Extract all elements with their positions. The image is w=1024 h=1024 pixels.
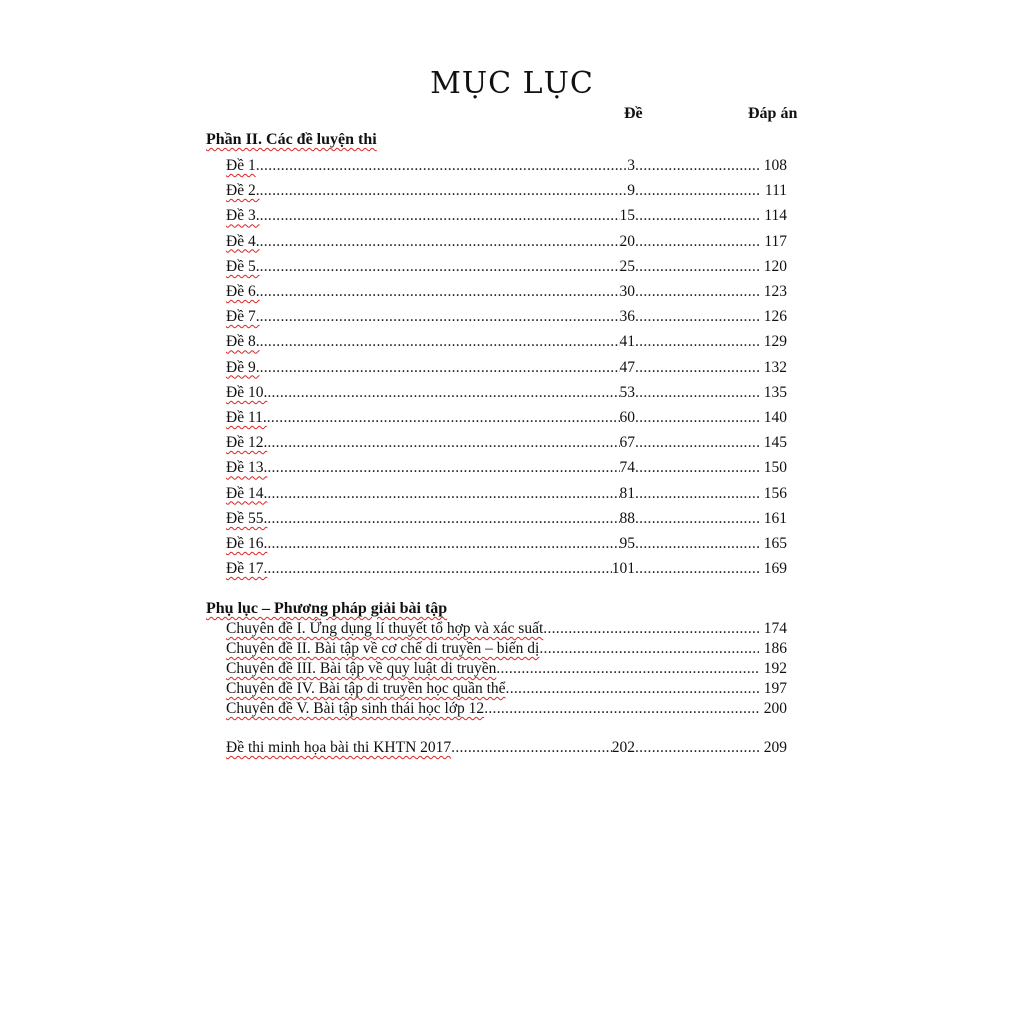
dot-leader xyxy=(635,535,759,553)
toc-entry-answer-page: 150 xyxy=(763,459,787,477)
dot-leader xyxy=(267,409,620,427)
toc-entry-de-page: 81 xyxy=(619,484,635,502)
dot-leader xyxy=(260,233,620,251)
dot-leader xyxy=(635,157,759,175)
dot-leader xyxy=(635,207,759,225)
dot-leader xyxy=(635,409,759,427)
toc-entry-label: Chuyên đề IV. Bài tập di truyền học quần thể xyxy=(226,680,506,697)
toc-entry-answer-page: 145 xyxy=(763,434,787,452)
toc-row[interactable] xyxy=(226,434,787,452)
toc-entry-answer-page: 117 xyxy=(764,232,787,250)
dot-leader xyxy=(267,384,619,402)
toc-entry-label: Đề thi minh họa bài thi KHTN 2017 xyxy=(226,739,452,756)
column-header-dap-an: Đáp án xyxy=(748,105,798,122)
toc-entry-answer-page: 114 xyxy=(764,207,787,225)
toc-entry-answer-page: 161 xyxy=(763,509,787,527)
toc-row[interactable] xyxy=(226,333,787,351)
dot-leader xyxy=(267,510,619,528)
toc-row[interactable] xyxy=(226,182,787,200)
toc-row[interactable] xyxy=(226,640,787,658)
toc-entry-page: 192 xyxy=(763,660,787,677)
dot-leader xyxy=(260,308,620,326)
dot-leader xyxy=(539,640,759,658)
toc-entry-page: 200 xyxy=(763,700,787,717)
toc-entry-label: Đề 3. xyxy=(226,207,260,225)
toc-entry-answer-page: 108 xyxy=(763,157,787,174)
dot-leader xyxy=(635,182,759,200)
toc-row[interactable] xyxy=(226,660,787,678)
toc-entry-label: Đề 11. xyxy=(226,409,267,426)
toc-entry-de-page: 101 xyxy=(611,560,635,578)
dot-leader xyxy=(635,258,759,276)
page-title: MỤC LỤC xyxy=(430,66,594,101)
dot-leader xyxy=(267,535,619,553)
toc-entry-de-page: 25 xyxy=(619,257,635,275)
toc-row[interactable] xyxy=(226,560,787,578)
toc-entry-label: Đề 4. xyxy=(226,232,260,250)
dot-leader xyxy=(267,434,619,452)
toc-entry-label: Đề 17. xyxy=(226,560,268,578)
toc-entry-de-page: 74 xyxy=(619,459,635,477)
dot-leader xyxy=(260,359,620,377)
section-heading-appendix: Phụ lục – Phương pháp giải bài tập xyxy=(206,600,448,617)
toc-entry-answer-page: 135 xyxy=(763,383,787,401)
toc-row[interactable] xyxy=(226,535,787,553)
dot-leader xyxy=(256,157,628,175)
toc-entry-answer-page: 123 xyxy=(763,283,787,300)
toc-row[interactable] xyxy=(226,308,787,326)
toc-entry-answer-page: 111 xyxy=(764,182,787,200)
dot-leader xyxy=(260,182,628,200)
dot-leader xyxy=(260,283,620,301)
toc-entry-page: 186 xyxy=(763,640,787,657)
dot-leader xyxy=(543,620,759,638)
dot-leader xyxy=(260,333,620,351)
toc-row[interactable] xyxy=(226,700,787,718)
toc-row[interactable] xyxy=(226,680,787,698)
toc-entry-label: Đề 12. xyxy=(226,434,268,452)
toc-entry-label: Đề 10. xyxy=(226,383,268,401)
toc-row[interactable] xyxy=(226,233,787,251)
toc-entry-answer-page: 169 xyxy=(763,560,787,578)
toc-row[interactable] xyxy=(226,510,787,528)
toc-entry-answer-page: 126 xyxy=(763,308,787,326)
toc-entry-de-page: 95 xyxy=(619,535,635,552)
toc-entry-de-page: 67 xyxy=(619,434,635,452)
dot-leader xyxy=(635,233,759,251)
dot-leader xyxy=(267,459,619,477)
toc-entry-de-page: 30 xyxy=(619,283,635,300)
dot-leader xyxy=(635,283,759,301)
toc-entry-de-page: 60 xyxy=(619,409,635,426)
toc-entry-de-page: 3 xyxy=(627,157,635,174)
toc-entry-answer-page: 165 xyxy=(763,535,787,552)
dot-leader xyxy=(260,258,620,276)
toc-entry-label: Đề 16. xyxy=(226,535,268,552)
toc-entry-page: 197 xyxy=(763,680,787,697)
toc-entry-answer-page: 156 xyxy=(763,484,787,502)
toc-entry-de-page: 202 xyxy=(611,739,635,756)
toc-row[interactable] xyxy=(226,485,787,503)
dot-leader xyxy=(635,308,759,326)
dot-leader xyxy=(635,434,759,452)
dot-leader xyxy=(635,459,759,477)
dot-leader xyxy=(635,359,759,377)
dot-leader xyxy=(267,560,611,578)
toc-entry-label: Đề 5. xyxy=(226,257,260,275)
toc-entry-de-page: 41 xyxy=(619,333,635,351)
dot-leader xyxy=(267,485,619,503)
toc-row[interactable] xyxy=(226,283,787,301)
toc-entry-answer-page: 132 xyxy=(763,358,787,376)
dot-leader xyxy=(635,560,759,578)
dot-leader xyxy=(635,384,759,402)
toc-entry-label: Đề 55. xyxy=(226,509,268,527)
section-heading-part2: Phần II. Các đề luyện thi xyxy=(206,131,377,148)
dot-leader xyxy=(635,333,759,351)
toc-row[interactable] xyxy=(226,459,787,477)
toc-entry-de-page: 53 xyxy=(619,383,635,401)
dot-leader xyxy=(506,680,759,698)
toc-row[interactable] xyxy=(226,359,787,377)
toc-entry-page: 174 xyxy=(763,620,787,637)
toc-entry-answer-page: 120 xyxy=(763,257,787,275)
toc-entry-de-page: 20 xyxy=(619,232,635,250)
dot-leader xyxy=(635,510,759,528)
toc-entry-answer-page: 140 xyxy=(763,409,787,426)
toc-row[interactable] xyxy=(226,207,787,225)
toc-entry-de-page: 88 xyxy=(619,509,635,527)
toc-entry-label: Đề 14. xyxy=(226,484,268,502)
toc-entry-de-page: 36 xyxy=(619,308,635,326)
toc-entry-label: Chuyên đề III. Bài tập về quy luật di truyền xyxy=(226,660,497,677)
toc-entry-label: Đề 2. xyxy=(226,182,260,200)
toc-row[interactable] xyxy=(226,258,787,276)
dot-leader xyxy=(484,700,759,718)
toc-entry-label: Đề 13. xyxy=(226,459,268,477)
toc-entry-label: Chuyên đề V. Bài tập sinh thái học lớp 12 xyxy=(226,700,485,717)
dot-leader xyxy=(260,207,620,225)
toc-entry-answer-page: 209 xyxy=(763,739,787,756)
toc-entry-de-page: 9 xyxy=(627,182,635,200)
toc-entry-label: Chuyên đề II. Bài tập về cơ chế di truyền – biến dị xyxy=(226,640,540,657)
toc-row[interactable] xyxy=(226,384,787,402)
toc-entry-label: Đề 7. xyxy=(226,308,260,326)
toc-entry-label: Chuyên đề I. Ứng dụng lí thuyết tổ hợp và xác suất xyxy=(226,620,544,637)
toc-entry-label: Đề 8. xyxy=(226,333,260,351)
toc-entry-label: Đề 1 xyxy=(226,157,256,174)
toc-entry-de-page: 15 xyxy=(619,207,635,225)
column-header-de: Đề xyxy=(624,105,643,122)
dot-leader xyxy=(635,485,759,503)
toc-row-sample-exam[interactable] xyxy=(226,739,787,757)
toc-row[interactable] xyxy=(226,409,787,427)
dot-leader xyxy=(635,739,759,757)
toc-entry-label: Đề 9. xyxy=(226,358,260,376)
toc-entry-label: Đề 6. xyxy=(226,283,260,300)
toc-row[interactable] xyxy=(226,157,787,175)
toc-row[interactable] xyxy=(226,620,787,638)
toc-entry-answer-page: 129 xyxy=(763,333,787,351)
dot-leader xyxy=(451,739,612,757)
dot-leader xyxy=(496,660,759,678)
toc-entry-de-page: 47 xyxy=(619,358,635,376)
